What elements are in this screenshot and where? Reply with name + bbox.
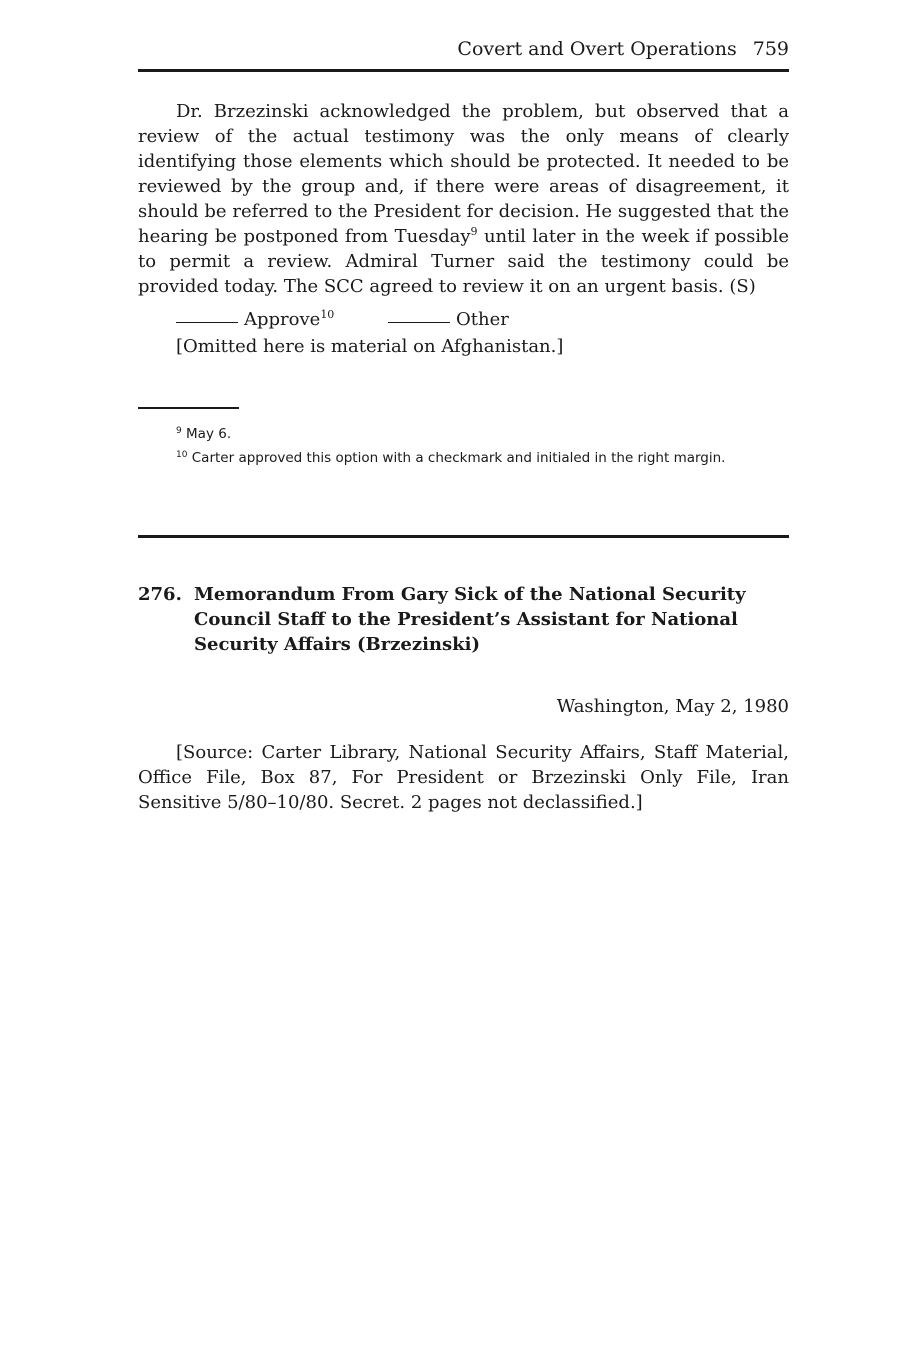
decision-options (176, 304, 509, 332)
document-heading (138, 582, 758, 657)
approve-blank-line (176, 304, 238, 323)
body-text-part-1: Dr. Brzezinski acknowledged the problem, but observed that a review of the actual testimony was the only means of clearly identifying those elements which should be protected. It needed to be reviewed by the group and, if there were areas of disagreement, it should be referred to the President for decision. He suggested that the hearing be postponed from Tuesday (138, 101, 789, 247)
document-title: Memorandum From Gary Sick of the National Security Council Staff to the President’s Assistant for National Security Affairs (Brzezinski) (194, 584, 746, 655)
omitted-note: [Omitted here is material on Afghanistan.] (176, 336, 564, 357)
footnote-separator (138, 407, 239, 409)
approve-label: Approve (244, 309, 321, 330)
footnote-10 (176, 449, 725, 467)
header-rule (138, 69, 789, 72)
footnote-9-marker: 9 (176, 426, 182, 436)
footnote-ref-9[interactable]: 9 (470, 225, 478, 238)
other-blank-line (388, 304, 450, 323)
footnote-10-text: Carter approved this option with a checkmark and initialed in the right margin. (191, 450, 726, 466)
source-note: [Source: Carter Library, National Security Affairs, Staff Material, Office File, Box 87, For President or Brzezinski Only File, Iran Sensitive 5/80–10/80. Secret. 2 pages not declassified.] (138, 742, 789, 813)
footnote-9 (176, 425, 231, 443)
running-head (457, 36, 789, 62)
dateline: Washington, May 2, 1980 (556, 696, 789, 717)
section-rule (138, 535, 789, 538)
footnote-9-text: May 6. (186, 426, 232, 442)
running-head-title: Covert and Overt Operations (457, 38, 737, 60)
page-number: 759 (752, 38, 789, 60)
body-text-part-2: until later in the week if possible to permit a review. Admiral Turner said the testimony could be provided today. The SCC agreed to review it on an urgent basis. (S) (138, 226, 789, 297)
other-label: Other (456, 309, 509, 330)
footnote-ref-10[interactable]: 10 (320, 308, 335, 321)
body-paragraph (138, 99, 789, 299)
other-option (388, 309, 509, 330)
footnote-10-marker: 10 (176, 450, 188, 460)
document-number: 276. (138, 584, 182, 605)
